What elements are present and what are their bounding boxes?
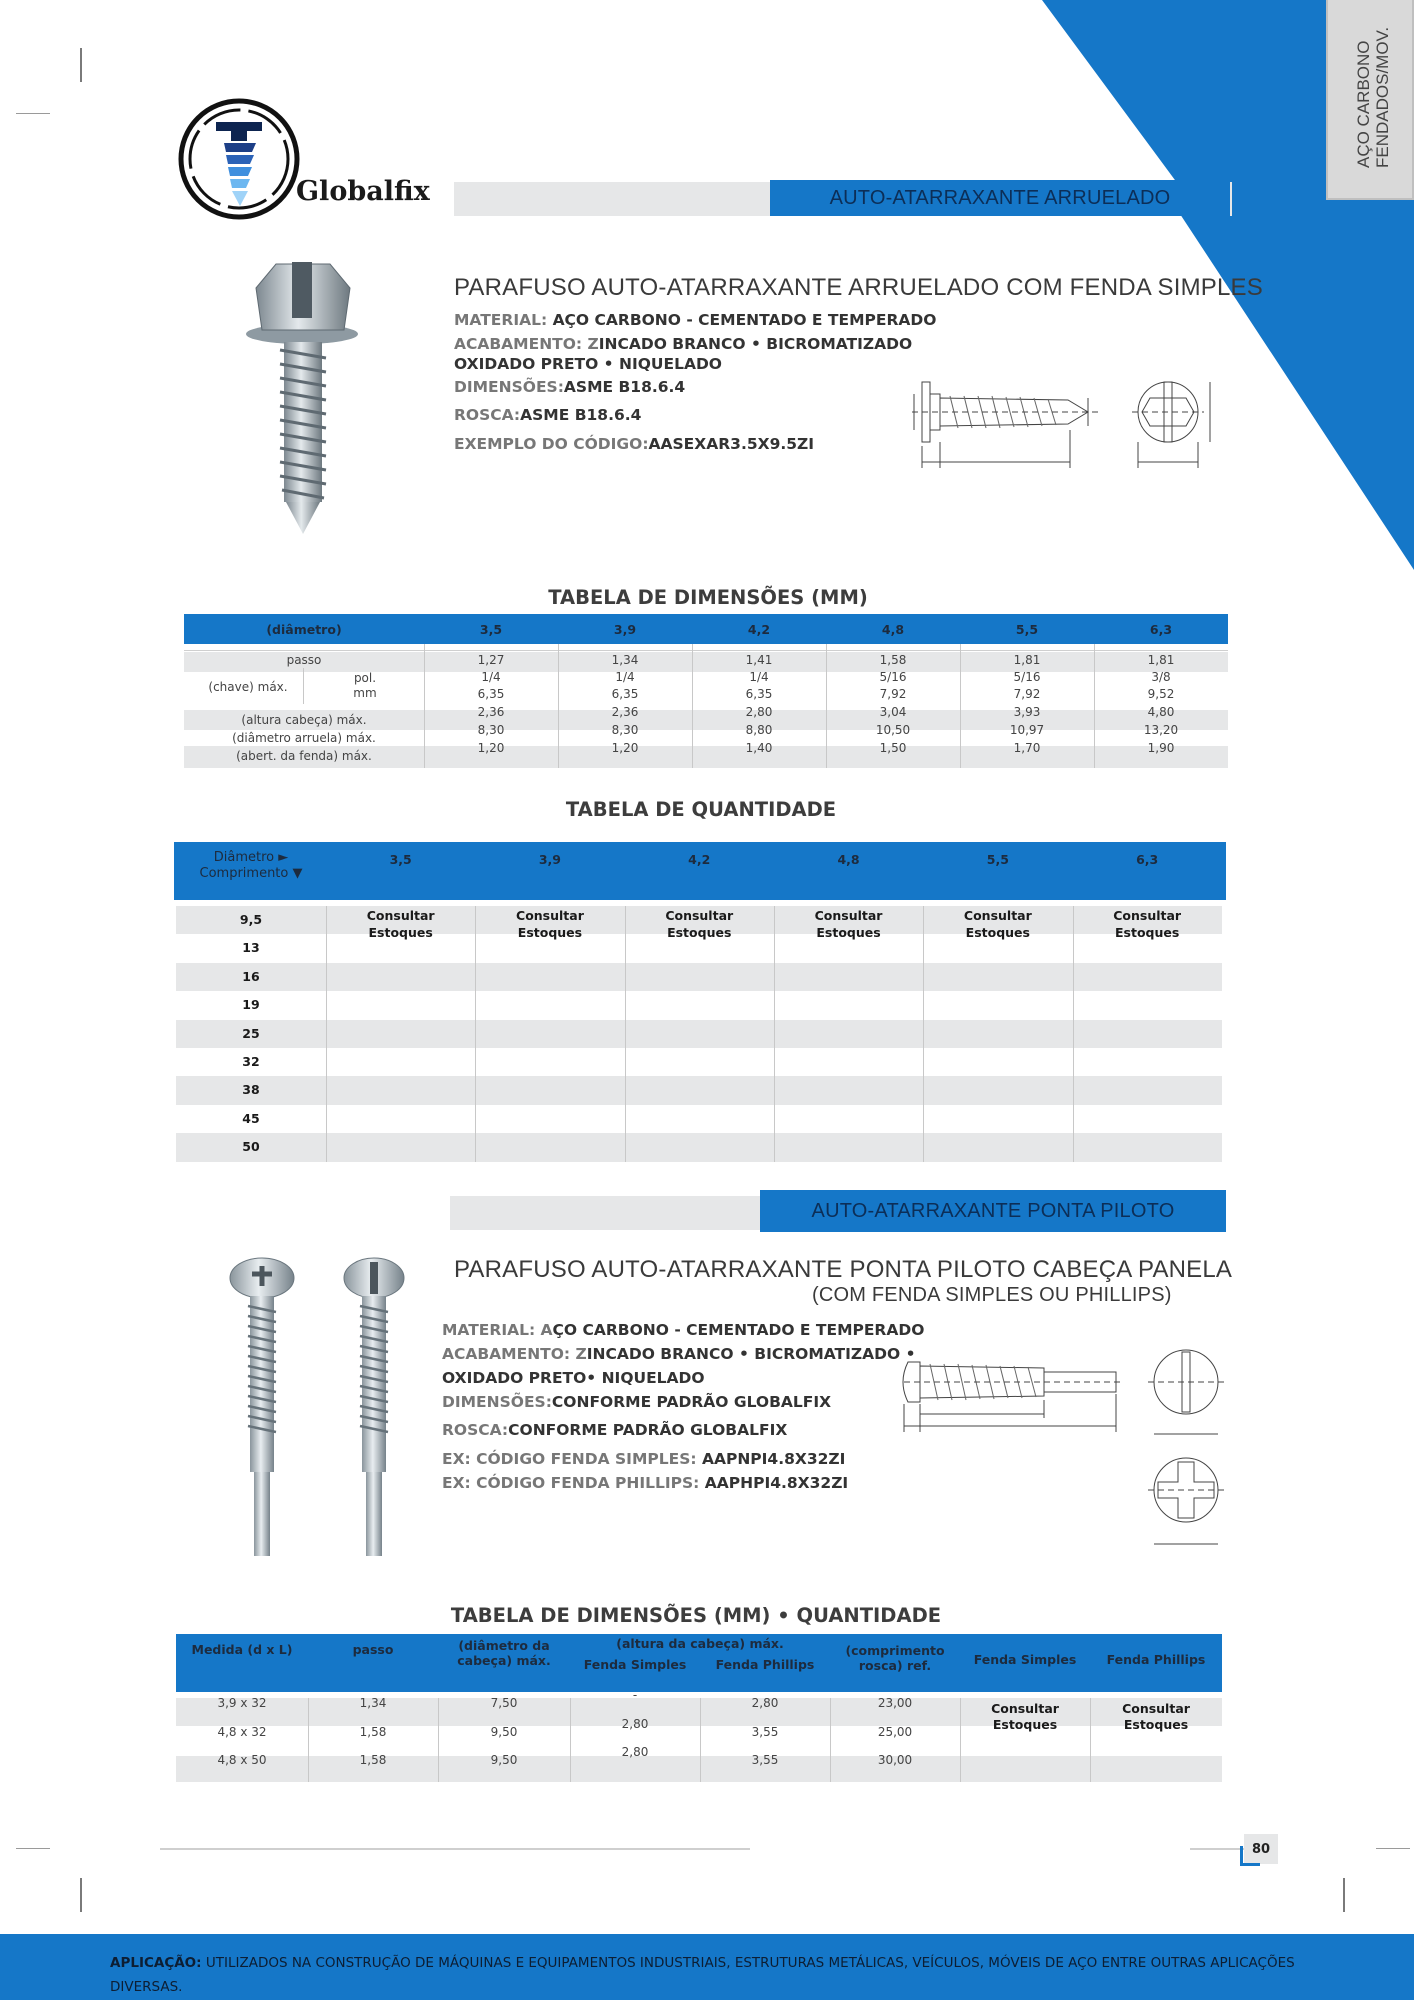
table-col-divider [774,906,775,1162]
header-col-1: 3,9 [538,852,562,867]
row-length-label: 32 [242,1054,260,1069]
cell-comprimento: 23,00 [877,1696,913,1710]
crop-mark [80,48,82,82]
header-col-4: 5,5 [986,852,1009,867]
row-label-pol: pol. [353,671,377,685]
dim-cell: 1,20 [611,741,639,755]
section-banner-ponta-piloto: AUTO-ATARRAXANTE PONTA PILOTO [760,1190,1226,1232]
dim-cell: 9,52 [1147,687,1175,701]
row-length-label: 50 [242,1139,260,1155]
table-col-divider [570,1698,571,1782]
row-length-label: 13 [242,940,260,956]
dim-cell: 1,50 [879,741,907,755]
product-subtitle: (COM FENDA SIMPLES OU PHILLIPS) [812,1284,1172,1306]
category-side-tab-label: AÇO CARBONO FENDADOS/MOV. [1354,26,1392,168]
brand-wordmark: Globalfix [296,176,430,207]
dim-cell: 1,58 [879,653,907,667]
header-fenda-phillips: Fenda Phillips [715,1657,815,1672]
header-qty-fenda-simples: Fenda Simples [973,1652,1077,1667]
table-row-stripe [184,766,1228,768]
row-label-abertura-fenda: (abert. da fenda) máx. [236,749,372,763]
dim-cell: 3,93 [1013,705,1041,719]
consult-stock-text: Estoques [667,925,732,940]
row-label-mm: mm [353,686,377,700]
dim-cell: 1/4 [749,670,769,684]
consult-stock-text: Consultar [1113,908,1182,923]
consult-stock-text: Consultar [963,908,1032,923]
header-col-4: 5,5 [1015,622,1039,637]
header-col-0: 3,5 [389,852,412,867]
dimension-table-title: TABELA DE DIMENSÕES (MM) [548,586,868,609]
dim-cell: 6,35 [477,687,505,701]
header-diameter: (diâmetro) [266,622,342,637]
cell-passo: 1,58 [359,1753,387,1767]
row-length-label: 38 [242,1082,260,1098]
row-label-diametro-arruela: (diâmetro arruela) máx. [232,731,376,745]
page-number: 80 [1244,1834,1278,1864]
dim-cell: 1,81 [1147,653,1175,667]
page-number-accent [1240,1846,1260,1866]
cell-altura-phillips: 3,55 [751,1753,779,1767]
header-col-0: 3,5 [479,622,503,637]
dim-cell: 2,36 [477,705,505,719]
cell-diametro: 9,50 [490,1725,518,1739]
dim-cell: 1,34 [611,653,639,667]
spec-exemplo-codigo: EXEMPLO DO CÓDIGO:AASEXAR3.5X9.5ZI [454,435,815,453]
spec-acabamento: ACABAMENTO: ZINCADO BRANCO • BICROMATIZADO • [442,1345,916,1363]
row-length-label: 25 [242,1025,260,1041]
header-comprimento-l1: (comprimento [845,1643,945,1658]
dim-cell: 1,40 [745,741,773,755]
row-label-passo: passo [286,653,322,667]
header-qty-fenda-phillips: Fenda Phillips [1106,1652,1206,1667]
table-row-stripe [176,963,1222,991]
crop-mark [1343,1878,1345,1912]
consult-stock-text: Consultar [665,908,734,923]
header-col-3: 4,8 [881,622,905,637]
consult-stock-text: Consultar [1122,1701,1190,1716]
spec-ex-fenda-simples: EX: CÓDIGO FENDA SIMPLES: AAPNPI4.8X32ZI [442,1450,846,1468]
header-col-3: 4,8 [837,852,860,867]
spec-acabamento: ACABAMENTO: ZINCADO BRANCO • BICROMATIZADO [454,335,913,353]
crop-mark [80,1878,82,1912]
table-header-row [174,842,1226,900]
consult-stock-text: Consultar [366,908,435,923]
dim-cell: 1,27 [477,653,505,667]
footer-rule [1190,1848,1244,1850]
spec-dimensoes: DIMENSÕES:ASME B18.6.4 [454,378,686,396]
table-col-divider [438,1698,439,1782]
product-title: PARAFUSO AUTO-ATARRAXANTE ARRUELADO COM FENDA SIMPLES [454,274,1263,301]
dim-cell: 10,97 [1009,723,1045,737]
dim-cell: 8,30 [611,723,639,737]
pan-head-screws-photo [222,1256,422,1562]
footer-application-text: APLICAÇÃO: UTILIZADOS NA CONSTRUÇÃO DE MÁQUINAS E EQUIPAMENTOS INDUSTRIAIS, ESTRUTURAS METÁLICAS, VEÍCULOS, MÓVEIS DE AÇO ENTRE OUTRAS APLICAÇÕES DIVERSAS. [110,1955,1295,1995]
consult-stock-text: Estoques [1114,925,1180,940]
spec-material: MATERIAL: AÇO CARBONO - CEMENTADO E TEMPERADO [454,311,937,329]
row-length-label: 19 [242,997,260,1013]
dim-cell: 10,50 [875,723,911,737]
dim-cell: 3/8 [1151,670,1171,684]
table-col-divider [625,906,626,1162]
crop-mark [16,113,50,114]
hex-washer-screw-photo [240,258,370,538]
consult-stock-text: Estoques [517,925,583,940]
dim-cell: 1,41 [745,653,773,667]
cell-passo: 1,34 [359,1696,387,1710]
technical-drawing-arruelado [888,376,1228,480]
dim-cell: 2,80 [745,705,773,719]
cell-altura-simples: - [632,1688,638,1702]
globalfix-logo-icon [176,96,302,222]
product-title: PARAFUSO AUTO-ATARRAXANTE PONTA PILOTO CABEÇA PANELA [454,1256,1233,1283]
header-col-2: 4,2 [688,852,711,867]
dim-cell: 1/4 [481,670,501,684]
crop-mark [16,1848,50,1849]
header-length-arrow: Comprimento ▼ [199,866,303,881]
header-diametro-cabeca-l2: cabeça) máx. [457,1653,551,1668]
header-diameter-arrow: Diâmetro ► [213,850,289,865]
dimension-quantity-table-title: TABELA DE DIMENSÕES (MM) • QUANTIDADE [450,1604,942,1627]
table-col-divider [830,1698,831,1782]
spec-material: MATERIAL: AÇO CARBONO - CEMENTADO E TEMPERADO [442,1321,925,1339]
cell-medida: 3,9 x 32 [217,1696,267,1710]
dim-cell: 7,92 [1013,687,1041,701]
row-length-label: 45 [242,1110,260,1126]
row-label-altura: (altura cabeça) máx. [241,713,367,727]
cell-comprimento: 25,00 [877,1725,913,1739]
consult-stock-text: Estoques [1123,1717,1189,1732]
dim-cell: 4,80 [1147,705,1175,719]
dim-cell: 1,81 [1013,653,1041,667]
table-col-divider [326,906,327,1162]
technical-drawing-ponta-piloto [894,1344,1230,1552]
header-diametro-cabeca-l1: (diâmetro da [458,1638,550,1653]
consult-stock-text: Estoques [816,925,881,940]
consult-stock-text: Estoques [992,1717,1058,1732]
dim-cell: 1,90 [1147,741,1175,755]
quantity-table-title: TABELA DE QUANTIDADE [565,798,837,821]
section-banner-arruelado: AUTO-ATARRAXANTE ARRUELADO [770,180,1230,216]
table-row-stripe [176,1076,1222,1104]
header-medida: Medida (d x L) [191,1642,293,1657]
table-col-divider [475,906,476,1162]
cell-altura-phillips: 3,55 [751,1725,779,1739]
footer-rule [160,1848,750,1850]
dim-cell: 1,20 [477,741,505,755]
dim-cell: 3,04 [879,705,907,719]
table-col-divider [1073,906,1074,1162]
row-length-label: 16 [242,968,260,984]
dim-cell: 8,80 [745,723,773,737]
dim-cell: 6,35 [611,687,639,701]
dim-cell: 1,70 [1013,741,1041,755]
table-divider [184,650,1228,651]
cell-medida: 4,8 x 32 [217,1725,267,1739]
dim-cell: 2,36 [611,705,639,719]
consult-stock-text: Consultar [991,1701,1059,1716]
dim-cell: 1/4 [615,670,635,684]
header-altura-cabeca: (altura da cabeça) máx. [616,1636,784,1651]
header-col-5: 6,3 [1149,622,1173,637]
header-col-5: 6,3 [1136,852,1159,867]
header-col-1: 3,9 [613,622,637,637]
header-col-2: 4,2 [747,622,771,637]
spec-rosca: ROSCA:CONFORME PADRÃO GLOBALFIX [442,1421,788,1439]
table-row-stripe [176,1020,1222,1048]
crop-mark [1376,1848,1410,1849]
consult-stock-text: Consultar [814,908,883,923]
cell-comprimento: 30,00 [877,1753,913,1767]
cell-diametro: 9,50 [490,1753,518,1767]
dim-cell: 13,20 [1143,723,1179,737]
cell-passo: 1,58 [359,1725,387,1739]
row-length-label: 9,5 [239,912,263,927]
table-col-divider [700,1698,701,1782]
row-label-chave: (chave) máx. [208,680,288,694]
dim-cell: 8,30 [477,723,505,737]
dim-cell: 5/16 [1013,670,1041,684]
dim-cell: 7,92 [879,687,907,701]
table-col-divider [923,906,924,1162]
cell-medida: 4,8 x 50 [217,1753,267,1767]
header-comprimento-l2: rosca) ref. [858,1658,932,1673]
consult-stock-text: Estoques [368,925,433,940]
dim-cell: 6,35 [745,687,773,701]
consult-stock-text: Consultar [516,908,584,923]
cell-altura-phillips: 2,80 [751,1696,779,1710]
header-passo: passo [352,1642,394,1657]
spec-acabamento-cont: OXIDADO PRETO • NIQUELADO [454,355,722,373]
cell-diametro: 7,50 [490,1696,518,1710]
spec-dimensoes: DIMENSÕES:CONFORME PADRÃO GLOBALFIX [442,1393,832,1411]
spec-acabamento-cont: OXIDADO PRETO• NIQUELADO [442,1369,705,1387]
table-row-stripe [176,1133,1222,1161]
header-fenda-simples: Fenda Simples [583,1657,687,1672]
cell-altura-simples: 2,80 [621,1745,649,1759]
table-col-divider [308,1698,309,1782]
cell-altura-simples: 2,80 [621,1717,649,1731]
dim-cell: 5/16 [879,670,907,684]
consult-stock-text: Estoques [965,925,1030,940]
spec-ex-fenda-phillips: EX: CÓDIGO FENDA PHILLIPS: AAPHPI4.8X32ZI [442,1474,849,1492]
spec-rosca: ROSCA:ASME B18.6.4 [454,406,642,424]
